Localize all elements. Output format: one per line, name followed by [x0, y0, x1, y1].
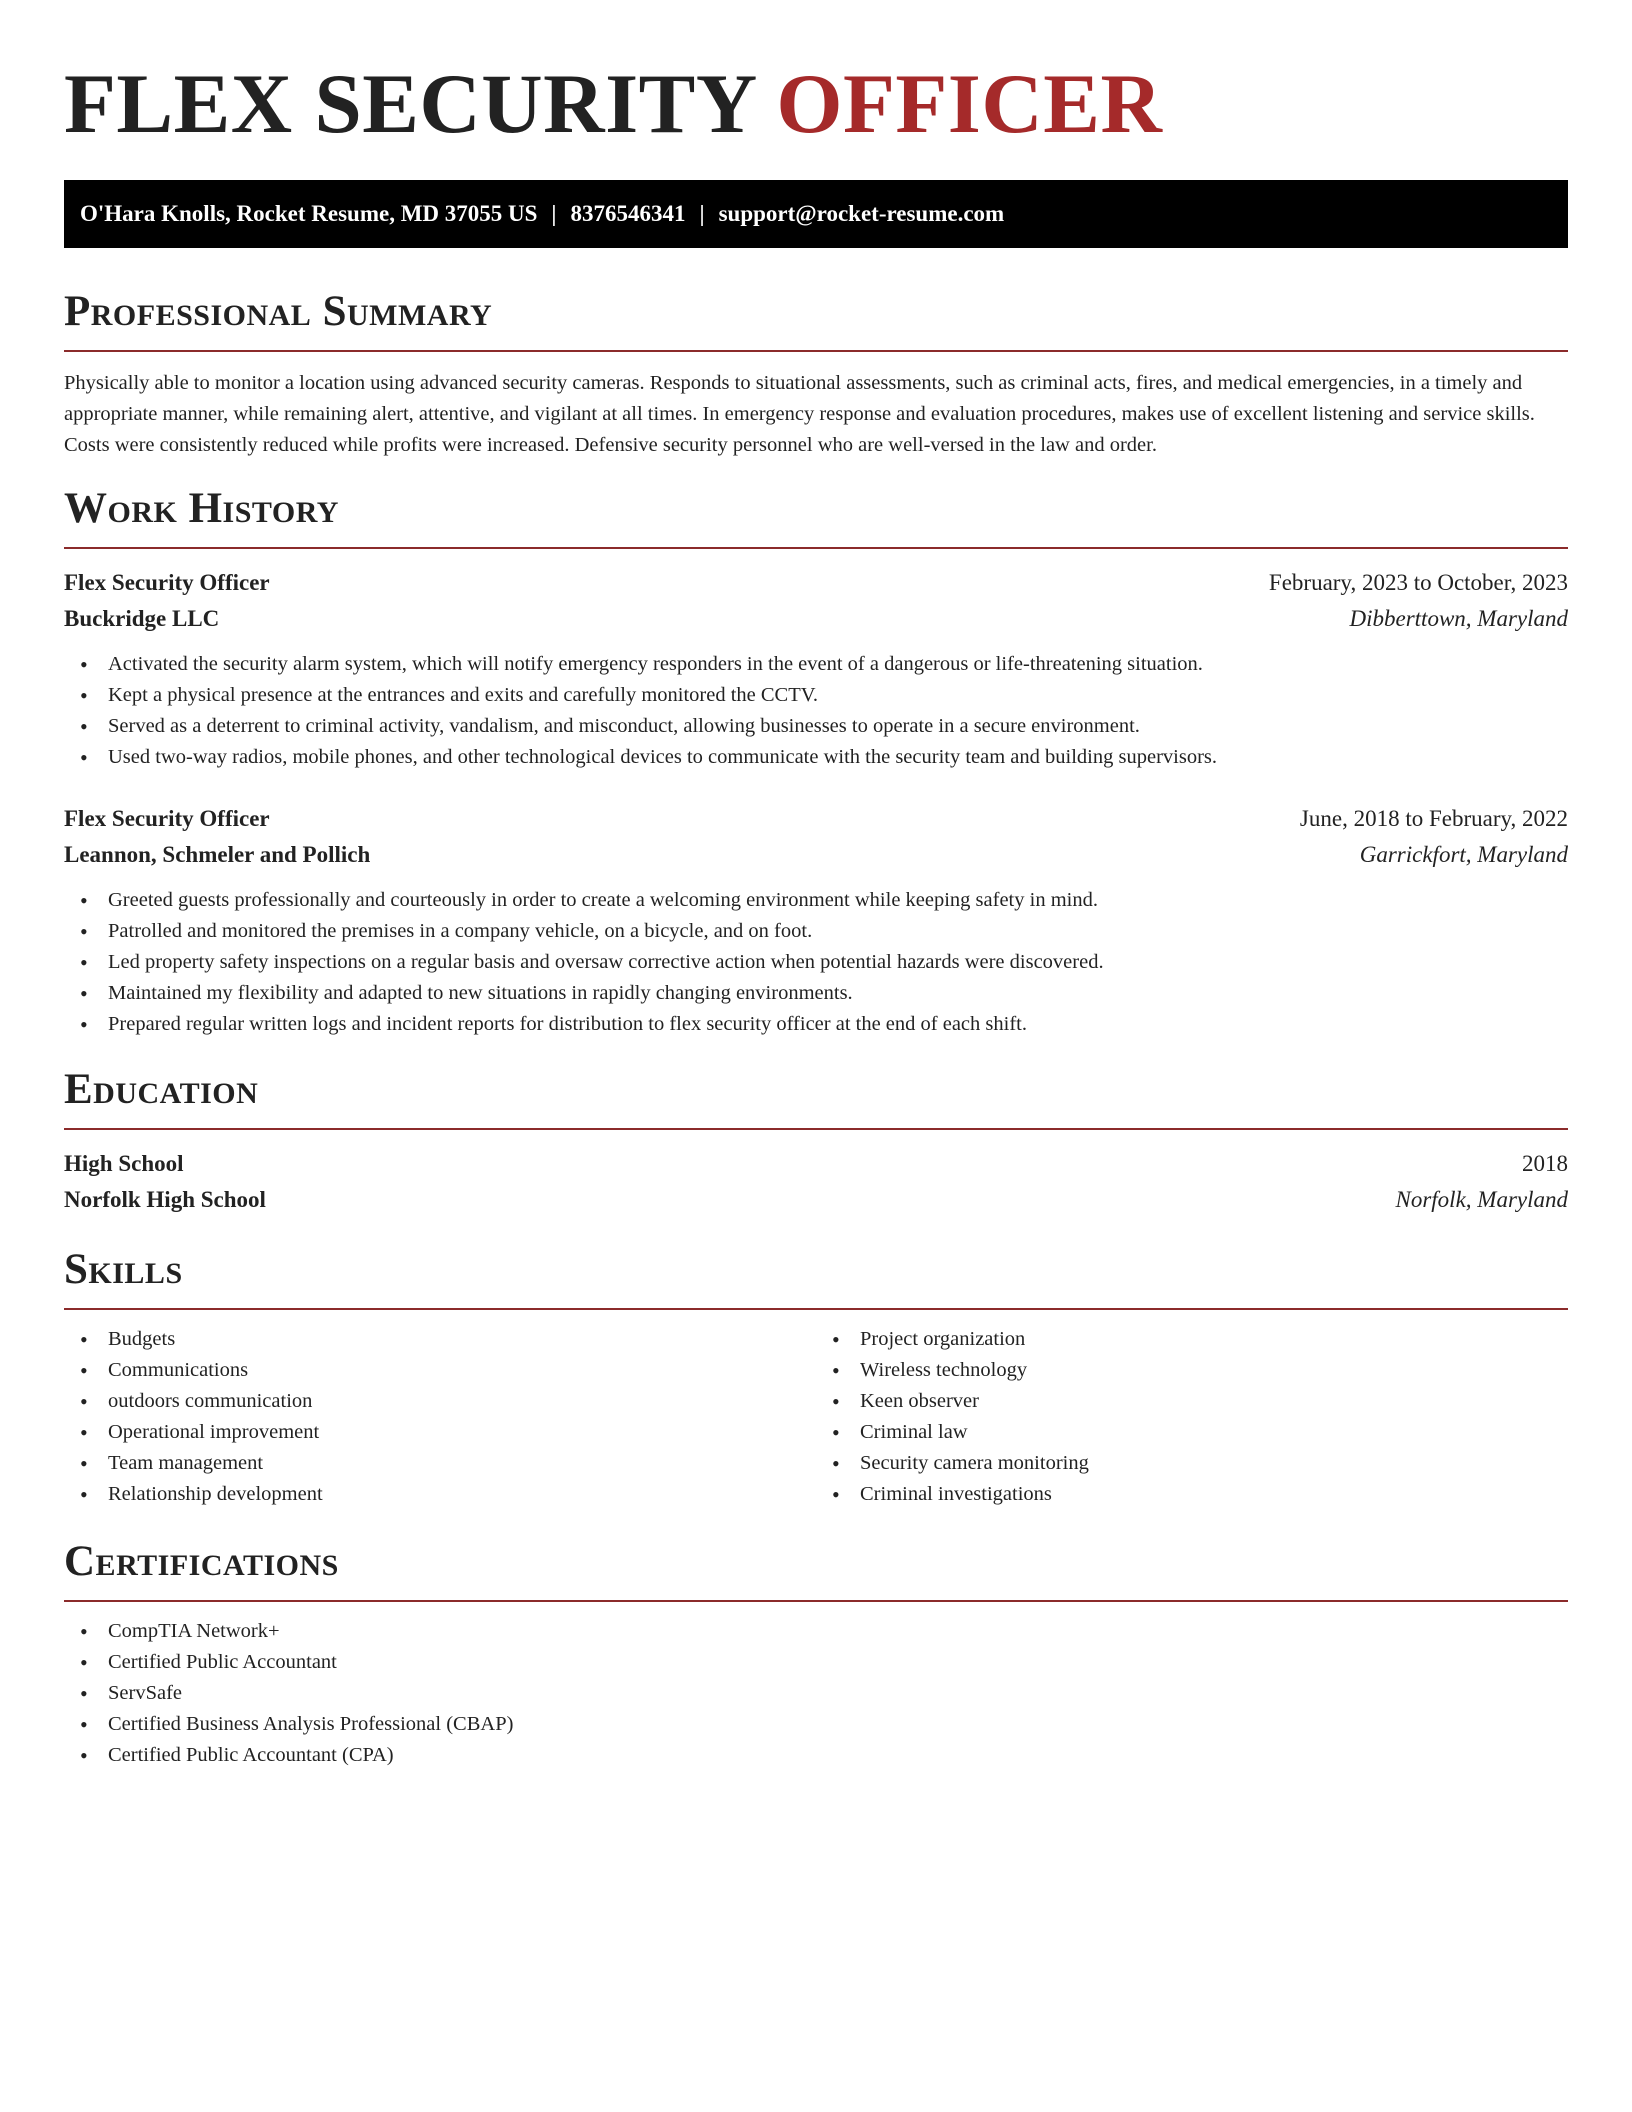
job-company: Leannon, Schmeler and Pollich: [64, 842, 371, 867]
certifications-list: [64, 1616, 1568, 1771]
education-header-row: [64, 1146, 1568, 1182]
job-company: Buckridge LLC: [64, 606, 220, 631]
title-accent: OFFICER: [776, 57, 1163, 151]
list-item: • Relationship development: [64, 1479, 816, 1510]
skills-column-right: [816, 1324, 1568, 1510]
section-heading-certifications: Certifications: [64, 1538, 339, 1585]
list-item: • Security camera monitoring: [816, 1448, 1568, 1479]
certifications-section: [64, 1536, 1568, 1771]
list-item: • Activated the security alarm system, which will notify emergency responders in the event of a dangerous or life-threatening situation.: [64, 649, 1568, 680]
contact-phone: 8376546341: [570, 201, 686, 226]
list-item: • Communications: [64, 1355, 816, 1386]
section-divider: [64, 547, 1568, 549]
list-item: • Prepared regular written logs and incident reports for distribution to flex security officer at the end of each shift.: [64, 1009, 1568, 1040]
section-divider: [64, 1600, 1568, 1602]
list-item: • Team management: [64, 1448, 816, 1479]
contact-bar: [64, 180, 1568, 248]
job-entry: [64, 565, 1568, 773]
skills-section: [64, 1244, 1568, 1510]
job-entry: [64, 801, 1568, 1040]
skills-list-right: [816, 1324, 1568, 1510]
job-location: Garrickfort, Maryland: [1359, 842, 1568, 867]
job-dates: June, 2018 to February, 2022: [1299, 806, 1568, 831]
job-header-row: [64, 801, 1568, 837]
job-location: Dibberttown, Maryland: [1349, 606, 1568, 631]
work-history-section: [64, 483, 1568, 1040]
list-item: • Criminal law: [816, 1417, 1568, 1448]
education-school-row: [64, 1182, 1568, 1218]
section-divider: [64, 1128, 1568, 1130]
list-item: • Patrolled and monitored the premises in a company vehicle, on a bicycle, and on foot.: [64, 916, 1568, 947]
list-item: • outdoors communication: [64, 1386, 816, 1417]
resume-title: [64, 0, 1568, 152]
job-header-row: [64, 565, 1568, 601]
title-main: FLEX SECURITY: [64, 57, 755, 151]
job-duties-list: [64, 885, 1568, 1040]
skills-columns: [64, 1324, 1568, 1510]
education-section: [64, 1064, 1568, 1218]
list-item: • Wireless technology: [816, 1355, 1568, 1386]
job-company-row: [64, 601, 1568, 637]
list-item: • Used two-way radios, mobile phones, and other technological devices to communicate with the security team and building supervisors.: [64, 742, 1568, 773]
job-title: Flex Security Officer: [64, 570, 270, 595]
contact-separator: |: [551, 201, 557, 226]
section-heading-education: Education: [64, 1066, 259, 1113]
list-item: • Certified Public Accountant: [64, 1647, 1568, 1678]
section-divider: [64, 350, 1568, 352]
list-item: • Maintained my flexibility and adapted to new situations in rapidly changing environments.: [64, 978, 1568, 1009]
job-title: Flex Security Officer: [64, 806, 270, 831]
section-divider: [64, 1308, 1568, 1310]
summary-text: Physically able to monitor a location using advanced security cameras. Responds to situational assessments, such as criminal acts, fires, and medical emergencies, in a timely and appropriate manner, while remaining alert, attentive, and vigilant at all times. In emergency response and evaluation procedures, makes use of excellent listening and service skills. Costs were consistently reduced while profits were increased. Defensive security personnel who are well-versed in the law and order.: [64, 372, 1535, 456]
list-item: • Greeted guests professionally and courteously in order to create a welcoming environment while keeping safety in mind.: [64, 885, 1568, 916]
list-item: • Kept a physical presence at the entrances and exits and carefully monitored the CCTV.: [64, 680, 1568, 711]
list-item: • Criminal investigations: [816, 1479, 1568, 1510]
education-year: 2018: [1522, 1151, 1568, 1176]
list-item: • Led property safety inspections on a regular basis and oversaw corrective action when potential hazards were discovered.: [64, 947, 1568, 978]
list-item: • Operational improvement: [64, 1417, 816, 1448]
list-item: • CompTIA Network+: [64, 1616, 1568, 1647]
list-item: • ServSafe: [64, 1678, 1568, 1709]
list-item: • Served as a deterrent to criminal activity, vandalism, and misconduct, allowing businesses to operate in a secure environment.: [64, 711, 1568, 742]
skills-column-left: [64, 1324, 816, 1510]
education-entry: [64, 1146, 1568, 1218]
list-item: • Certified Business Analysis Professional (CBAP): [64, 1709, 1568, 1740]
section-heading-summary: Professional Summary: [64, 288, 493, 335]
list-item: • Keen observer: [816, 1386, 1568, 1417]
list-item: • Certified Public Accountant (CPA): [64, 1740, 1568, 1771]
section-heading-work-history: Work History: [64, 485, 339, 532]
job-company-row: [64, 837, 1568, 873]
education-school: Norfolk High School: [64, 1187, 266, 1212]
list-item: • Budgets: [64, 1324, 816, 1355]
skills-list-left: [64, 1324, 816, 1510]
list-item: • Project organization: [816, 1324, 1568, 1355]
job-duties-list: [64, 649, 1568, 773]
summary-section: [64, 286, 1568, 461]
education-degree: High School: [64, 1151, 184, 1176]
education-location: Norfolk, Maryland: [1395, 1187, 1568, 1212]
contact-email: support@rocket-resume.com: [718, 201, 1005, 226]
job-dates: February, 2023 to October, 2023: [1268, 570, 1568, 595]
contact-separator: |: [699, 201, 705, 226]
section-heading-skills: Skills: [64, 1246, 183, 1293]
contact-address: O'Hara Knolls, Rocket Resume, MD 37055 US: [80, 201, 538, 226]
